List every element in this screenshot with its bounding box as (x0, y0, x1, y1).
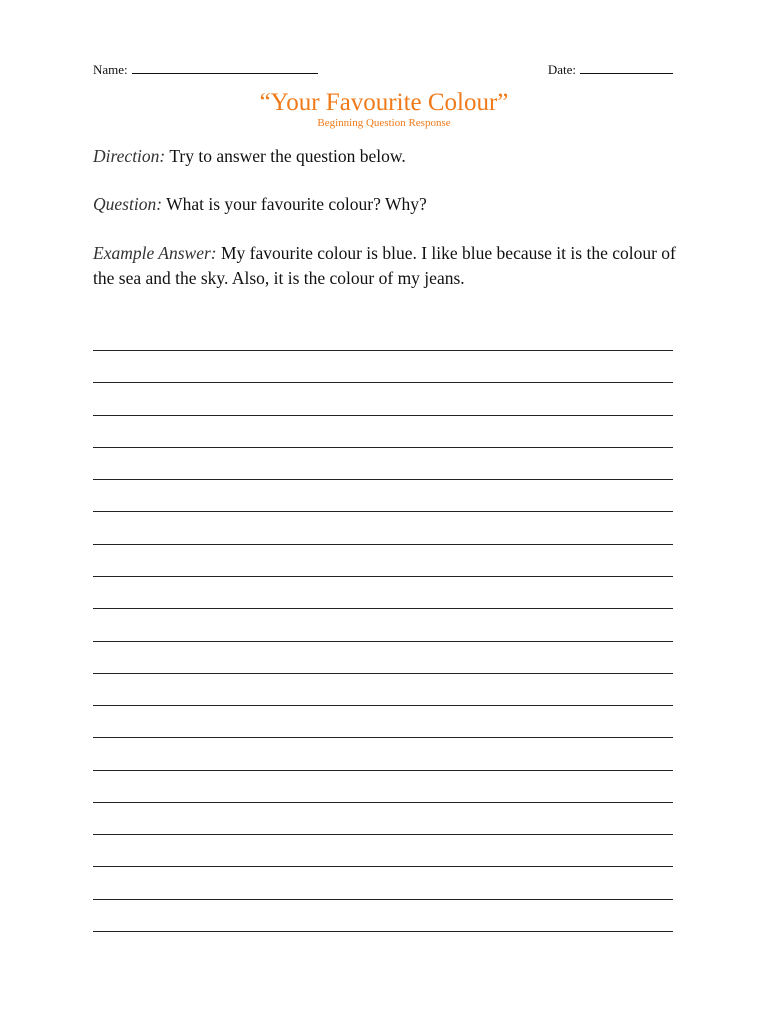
answer-line[interactable] (93, 608, 673, 609)
answer-line[interactable] (93, 350, 673, 351)
question-text: What is your favourite colour? Why? (166, 194, 427, 214)
direction-text: Try to answer the question below. (169, 146, 406, 166)
answer-line[interactable] (93, 447, 673, 448)
date-label: Date: (547, 62, 576, 77)
direction-label: Direction: (93, 146, 166, 166)
answer-line[interactable] (93, 641, 673, 642)
answer-line[interactable] (93, 544, 673, 545)
answer-line[interactable] (93, 479, 673, 480)
answer-line[interactable] (93, 673, 673, 674)
example-label: Example Answer: (93, 243, 217, 263)
answer-line[interactable] (93, 834, 673, 835)
answer-line[interactable] (93, 866, 673, 867)
answer-line[interactable] (93, 415, 673, 416)
answer-line[interactable] (93, 511, 673, 512)
answer-line[interactable] (93, 382, 673, 383)
answer-lines[interactable] (93, 0, 673, 1024)
answer-line[interactable] (93, 770, 673, 771)
answer-line[interactable] (93, 737, 673, 738)
name-label: Name: (93, 62, 128, 77)
answer-line[interactable] (93, 899, 673, 900)
answer-line[interactable] (93, 705, 673, 706)
answer-line[interactable] (93, 802, 673, 803)
question-label: Question: (93, 194, 163, 214)
example-text: My favourite colour is blue. I like blue because it is the colour of the sea and the sky. Also, it is the colour of my jeans. (93, 243, 676, 288)
answer-line[interactable] (93, 931, 673, 932)
worksheet-title: “Your Favourite Colour” (259, 89, 509, 116)
worksheet-subtitle: Beginning Question Response (317, 117, 451, 129)
answer-line[interactable] (93, 576, 673, 577)
